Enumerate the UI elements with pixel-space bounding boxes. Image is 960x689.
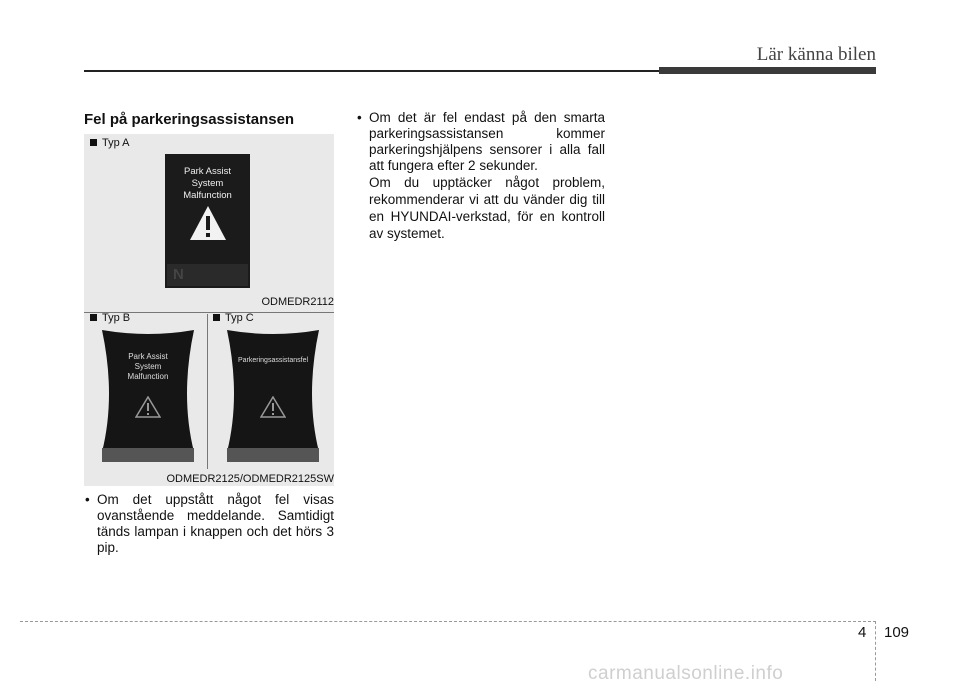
display-line: Malfunction	[183, 190, 232, 201]
watermark: carmanualsonline.info	[588, 663, 784, 684]
warning-triangle-icon	[135, 396, 161, 418]
figure-divider-v	[207, 314, 208, 469]
type-a-caption: Typ A	[90, 137, 130, 149]
display-line: Park Assist	[128, 352, 168, 361]
type-c-caption: Typ C	[213, 312, 254, 324]
display-line: System	[134, 362, 162, 371]
square-bullet-icon	[213, 314, 220, 321]
right-bullet-text: Om det är fel endast på den smarta parkeringsassistansen kommer parkeringshjälpens sensorer i alla fall att fungera efter 2 sekunder.	[369, 110, 605, 173]
type-c-button	[223, 330, 323, 462]
display-line: Parkeringsassistansfel	[237, 357, 309, 364]
header-rule-thin	[84, 70, 659, 72]
right-bullet-marker: •	[357, 110, 362, 125]
header-rule-thick	[659, 67, 876, 74]
type-b-button	[98, 330, 198, 462]
header-title: Lär känna bilen	[756, 44, 876, 65]
gear-indicator-strip: N	[167, 264, 248, 286]
footer-separator	[875, 621, 876, 681]
warning-triangle-icon	[188, 204, 228, 242]
display-line: System	[191, 178, 224, 189]
warning-figure	[84, 134, 334, 486]
type-a-display	[165, 154, 250, 288]
page-number: 109	[884, 624, 910, 641]
section-title: Fel på parkeringsassistansen	[84, 111, 295, 128]
square-bullet-icon	[90, 139, 97, 146]
square-bullet-icon	[90, 314, 97, 321]
left-bullet-text: Om det uppstått något fel visas ovanstående meddelande. Samtidigt tänds lampan i knappen och det hörs 3 pip.	[97, 492, 334, 555]
chapter-number: 4	[858, 624, 867, 641]
type-b-caption: Typ B	[90, 312, 130, 324]
bottom-code: ODMEDR2125/ODMEDR2125SW	[166, 473, 334, 485]
display-line: Park Assist	[184, 166, 231, 177]
footer-rule	[20, 621, 876, 622]
warning-triangle-icon	[260, 396, 286, 418]
right-paragraph: Om du upptäcker något problem, rekommenderar vi att du vänder dig till en HYUNDAI-verkstad, för en kontroll av systemet.	[369, 175, 605, 241]
display-line: Malfunction	[127, 372, 169, 381]
left-bullet-marker: •	[85, 492, 90, 507]
type-a-code: ODMEDR2112	[261, 296, 334, 308]
